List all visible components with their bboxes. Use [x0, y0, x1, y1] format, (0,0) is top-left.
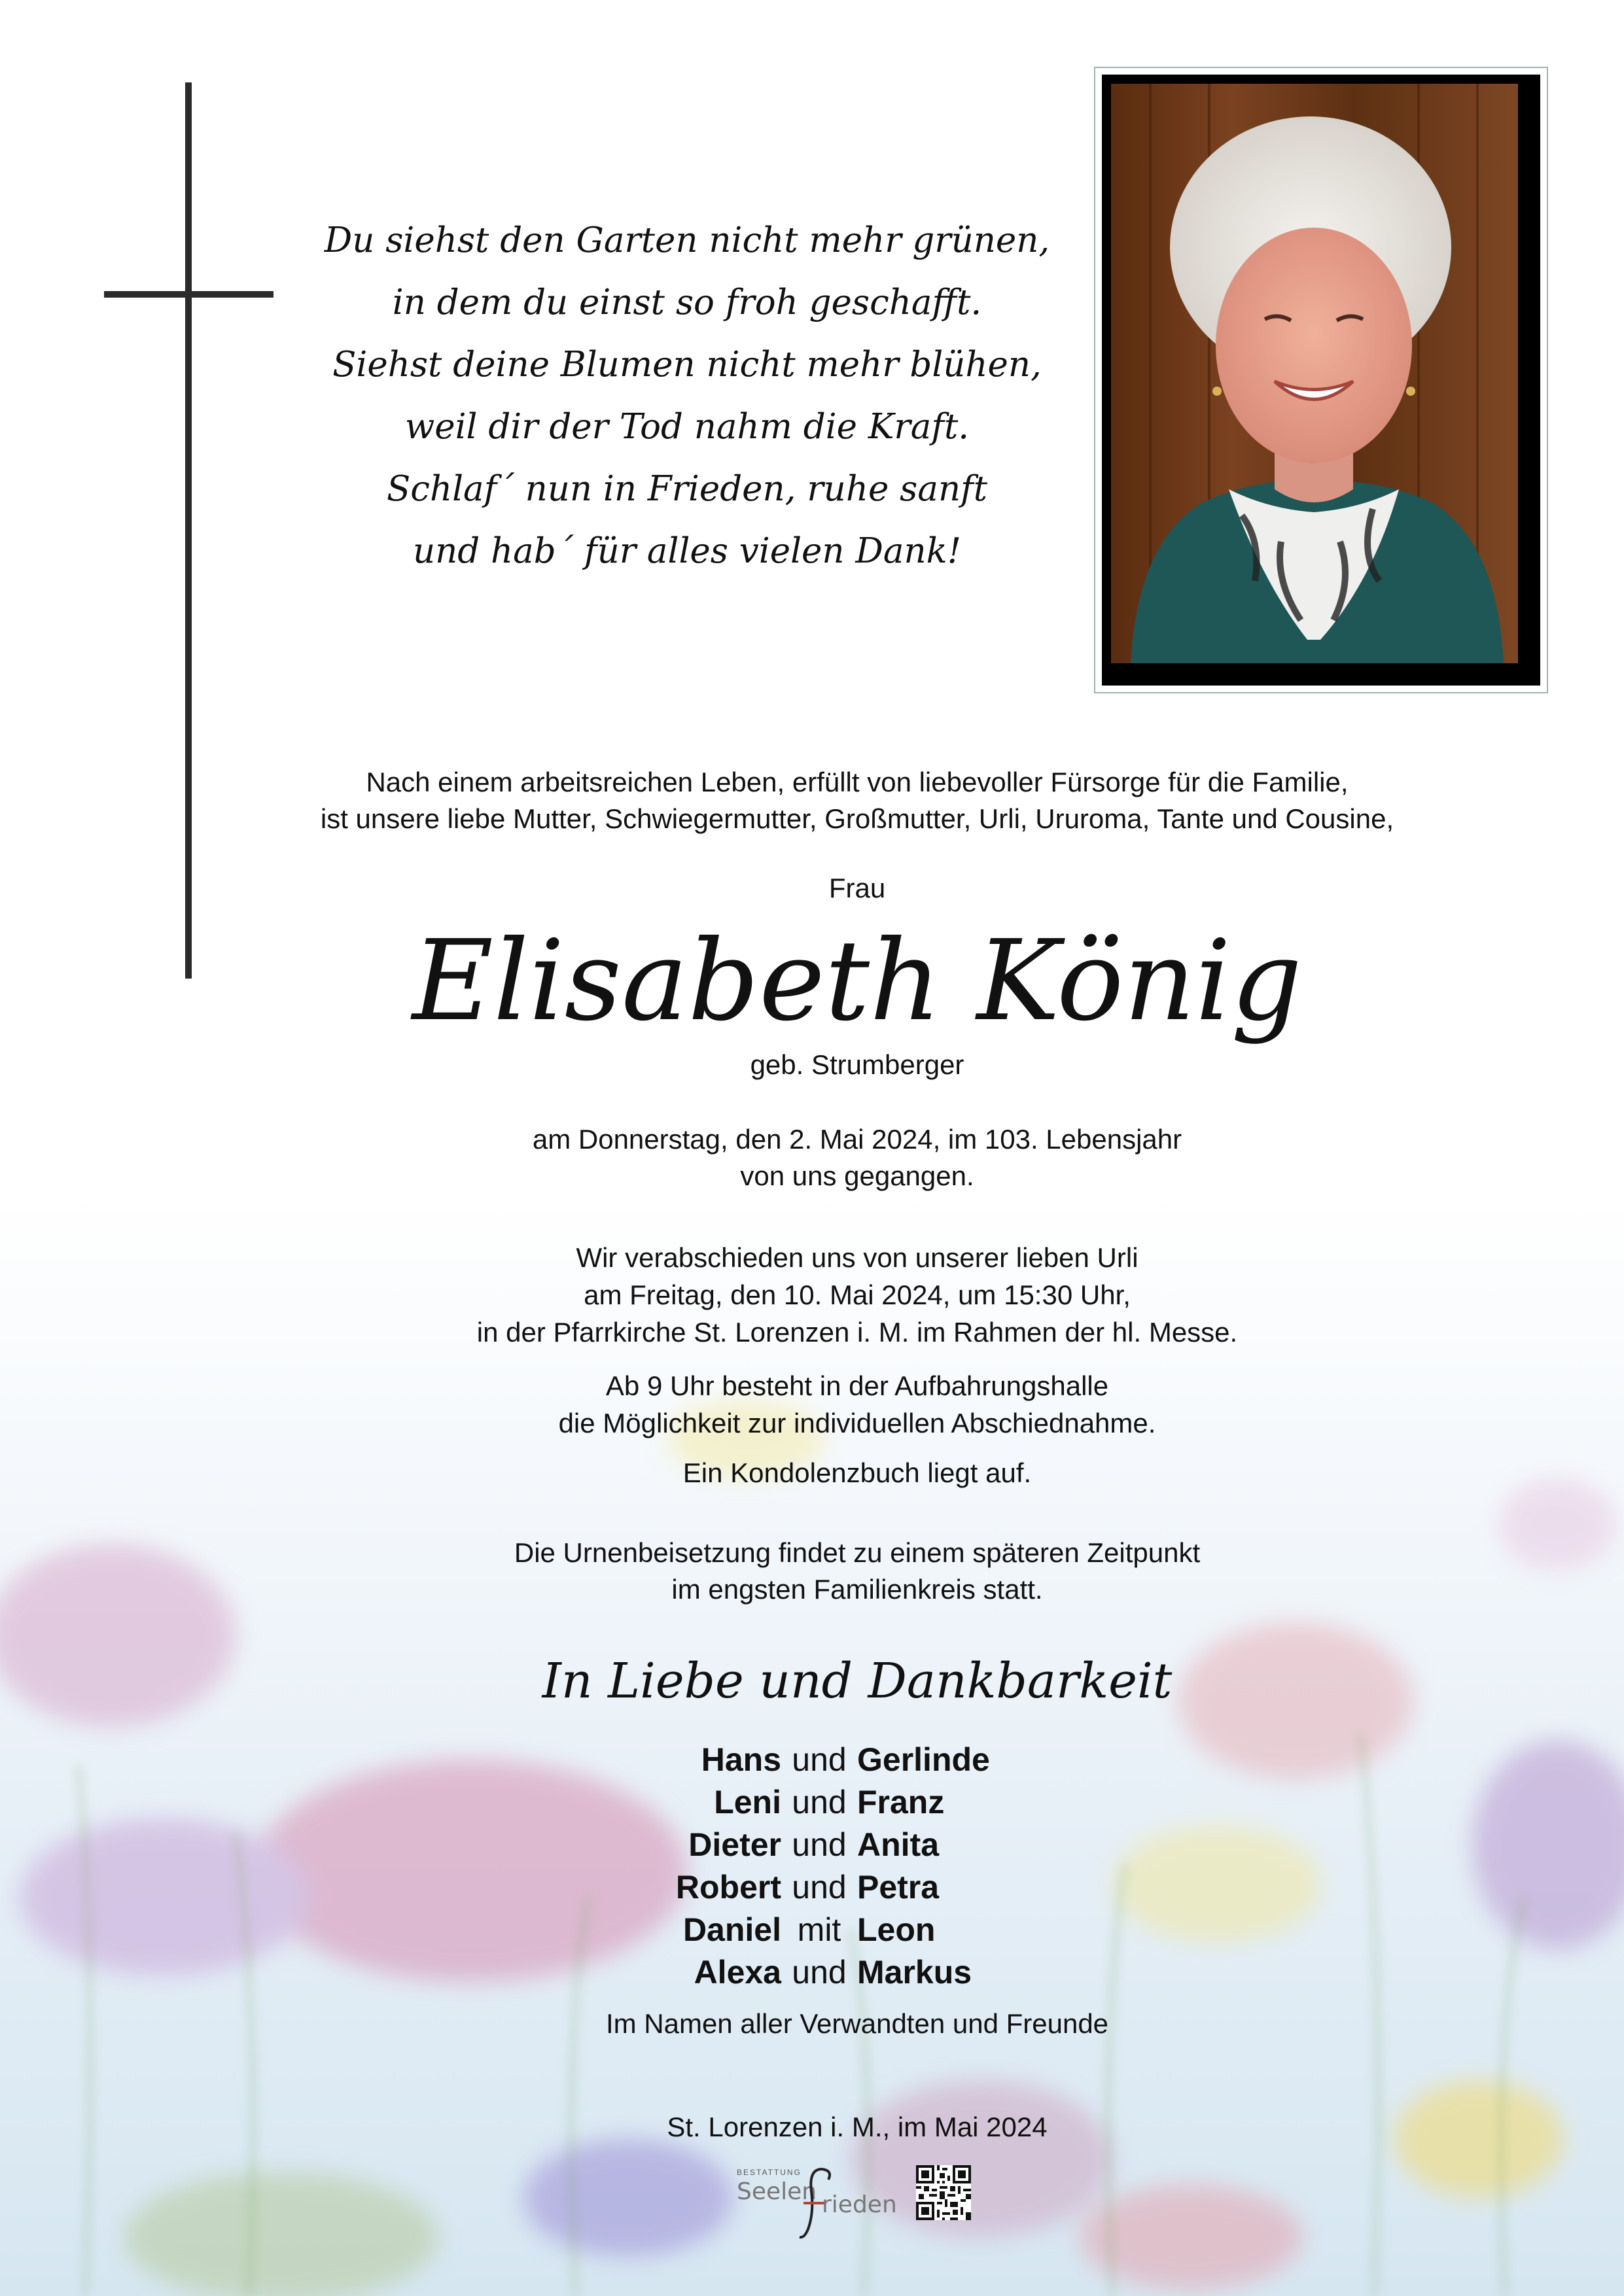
death-line: am Donnerstag, den 2. Mai 2024, im 103. Lebensjahr — [532, 1124, 1182, 1155]
poem-line: Siehst deine Blumen nicht mehr blühen, — [332, 345, 1042, 385]
logo-small-text: BESTATTUNG — [737, 2168, 802, 2177]
mourner-name: Daniel — [682, 1911, 781, 1948]
mourner-row — [602, 1951, 1060, 1994]
relatives-note: Im Namen aller Verwandten und Freunde — [605, 2008, 1109, 2039]
logo-word: Seelen — [737, 2178, 817, 2205]
intro-text — [98, 764, 1616, 837]
gratitude-heading: In Liebe und Dankbarkeit — [542, 1653, 1173, 1709]
funeral-line: am Freitag, den 10. Mai 2024, um 15:30 Uhr, — [584, 1279, 1131, 1310]
mourner-name: Leni — [714, 1784, 781, 1820]
portrait-photo — [1111, 84, 1518, 663]
mourner-row — [602, 1909, 1060, 1951]
mourner-row — [602, 1781, 1060, 1824]
logo-word: rieden — [822, 2191, 897, 2218]
urn-burial-note — [98, 1535, 1616, 1608]
mourner-name: Leon — [857, 1911, 936, 1948]
mourner-conjunction: und — [792, 1826, 847, 1863]
condolence-book-note: Ein Kondolenzbuch liegt auf. — [682, 1457, 1032, 1488]
viewing-details — [98, 1367, 1616, 1442]
mourner-name: Robert — [675, 1869, 781, 1905]
funeral-line: in der Pfarrkirche St. Lorenzen i. M. im Rahmen der hl. Messe. — [476, 1317, 1238, 1348]
mourner-name: Dieter — [688, 1826, 781, 1863]
poem-line: Schlaf´ nun in Frieden, ruhe sanft — [386, 469, 988, 509]
poem-line: Du siehst den Garten nicht mehr grünen, — [324, 220, 1050, 260]
mourner-name: Markus — [857, 1954, 972, 1991]
viewing-line: Ab 9 Uhr besteht in der Aufbahrungshalle — [605, 1370, 1109, 1401]
mourner-name: Petra — [857, 1869, 940, 1905]
intro-line: ist unsere liebe Mutter, Schwiegermutter, Großmutter, Urli, Ururoma, Tante und Cousine, — [320, 803, 1394, 834]
mourner-row — [602, 1739, 1060, 1781]
mourner-conjunction: und — [792, 1869, 847, 1905]
mourner-conjunction: und — [792, 1954, 847, 1991]
cross-vertical-bar — [185, 82, 192, 979]
poem-line: in dem du einst so froh geschafft. — [392, 283, 982, 322]
mourner-name: Alexa — [694, 1954, 781, 1991]
mourner-row — [602, 1866, 1060, 1909]
funeral-line: Wir verabschieden uns von unserer lieben Urli — [576, 1242, 1139, 1273]
poem-line: und hab´ für alles vielen Dank! — [412, 531, 962, 571]
mourners-list — [602, 1739, 1060, 1994]
qr-code-icon — [916, 2165, 971, 2220]
birth-name: geb. Strumberger — [750, 1049, 964, 1080]
mourner-name: Gerlinde — [857, 1741, 990, 1778]
urn-line: Die Urnenbeisetzung findet zu einem späteren Zeitpunkt — [514, 1537, 1201, 1568]
cross-horizontal-bar — [104, 291, 274, 298]
viewing-line: die Möglichkeit zur individuellen Abschiednahme. — [558, 1408, 1156, 1438]
mourner-name: Hans — [701, 1741, 781, 1778]
mourner-conjunction: mit — [797, 1911, 841, 1948]
seelenfrieden-logo — [732, 2165, 895, 2224]
mourner-name: Franz — [857, 1784, 945, 1820]
mourner-name: Anita — [857, 1826, 939, 1863]
poem — [321, 209, 1053, 582]
death-notice — [98, 1121, 1616, 1194]
funeral-details — [98, 1239, 1616, 1351]
intro-line: Nach einem arbeitsreichen Leben, erfüllt von liebevoller Fürsorge für die Familie, — [366, 767, 1349, 797]
mourner-row — [602, 1824, 1060, 1866]
salutation: Frau — [828, 873, 886, 903]
mourner-conjunction: und — [792, 1741, 847, 1778]
death-line: von uns gegangen. — [740, 1160, 974, 1191]
place-and-date: St. Lorenzen i. M., im Mai 2024 — [667, 2112, 1048, 2142]
deceased-name: Elisabeth König — [412, 916, 1303, 1046]
urn-line: im engsten Familienkreis statt. — [671, 1574, 1043, 1605]
mourner-conjunction: und — [792, 1784, 847, 1820]
poem-line: weil dir der Tod nahm die Kraft. — [404, 407, 970, 447]
portrait-frame — [1094, 67, 1548, 693]
